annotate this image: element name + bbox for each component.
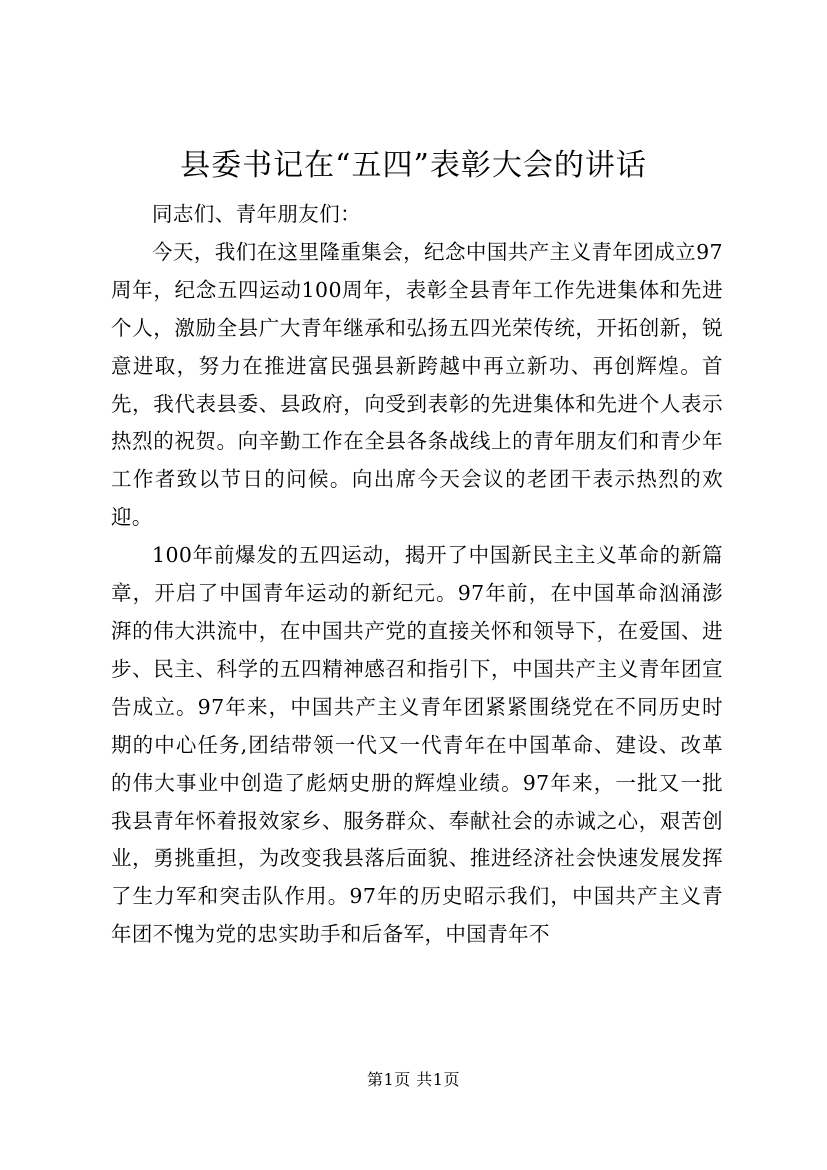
greeting-line: 同志们、青年朋友们：	[152, 202, 361, 226]
page-title: 县委书记在“五四”表彰大会的讲话	[180, 148, 647, 183]
paragraph-1: 今天，我们在这里隆重集会，纪念中国共产主义青年团成立97周年，纪念五四运动100周年，表彰全县青年工作先进集体和先进个人，激励全县广大青年继承和弘扬五四光荣传统，开拓创新，锐意进取，努力在推进富民强县新跨越中再立新功、再创辉煌。首先，我代表县委、县政府，向受到表彰的先进集体和先进个人表示热烈的祝贺。向辛勤工作在全县各条战线上的青年朋友们和青少年工作者致以节日的问候。向出席今天会议的老团干表示热烈的欢迎。	[111, 239, 723, 530]
page-footer: 第1页 共1页	[367, 1070, 460, 1089]
speech-body	[111, 196, 723, 954]
paragraph-2: 100年前爆发的五四运动，揭开了中国新民主主义革命的新篇章，开启了中国青年运动的新纪元。97年前，在中国革命汹涌澎湃的伟大洪流中，在中国共产党的直接关怀和领导下，在爱国、进步、民主、科学的五四精神感召和指引下，中国共产主义青年团宣告成立。97年来，中国共产主义青年团紧紧围绕党在不同历史时期的中心任务,团结带领一代又一代青年在中国革命、建设、改革的伟大事业中创造了彪炳史册的辉煌业绩。97年来，一批又一批我县青年怀着报效家乡、服务群众、奉献社会的赤诚之心，艰苦创业，勇挑重担，为改变我县落后面貌、推进经济社会快速发展发挥了生力军和突击队作用。97年的历史昭示我们，中国共产主义青年团不愧为党的忠实助手和后备军，中国青年不	[111, 543, 723, 947]
